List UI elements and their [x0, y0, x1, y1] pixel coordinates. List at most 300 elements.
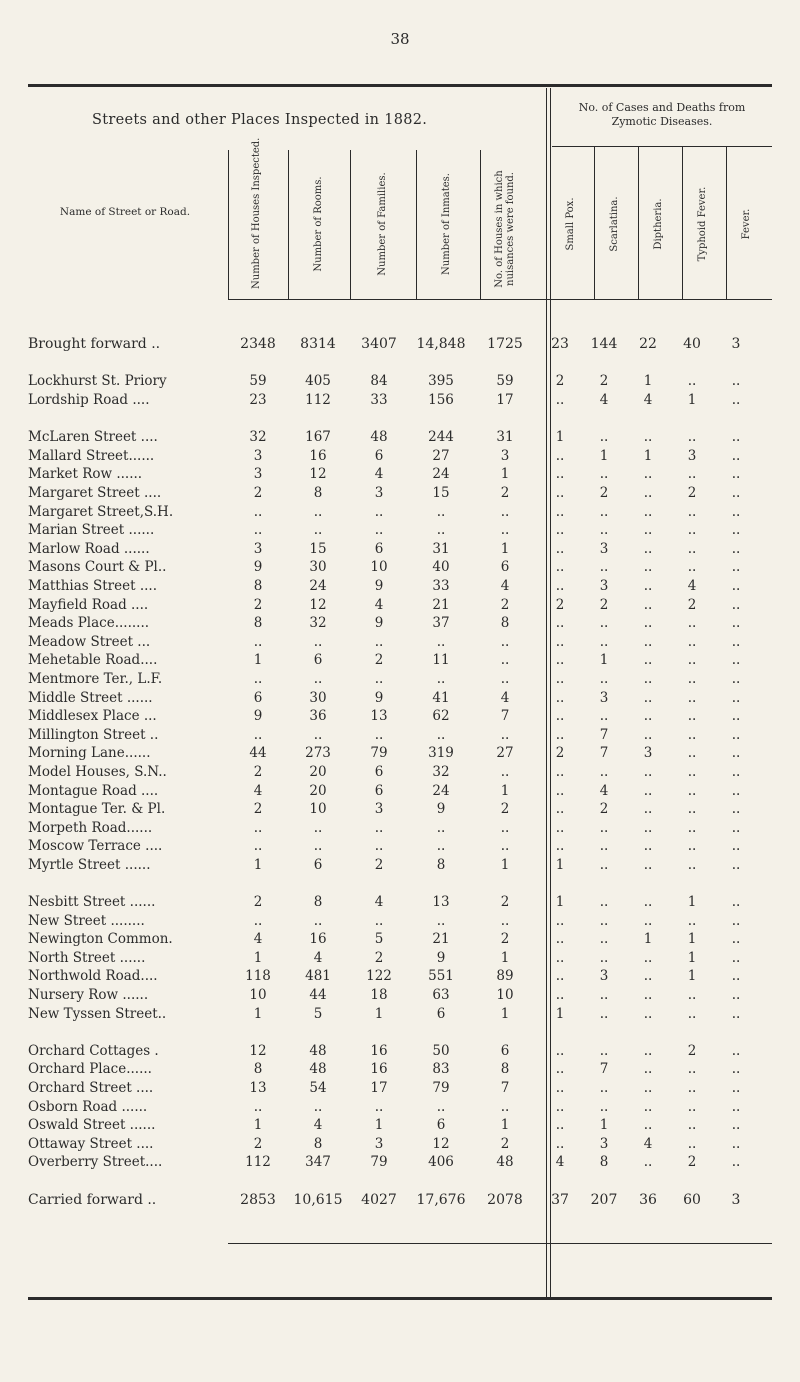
cell-value: 10: [249, 987, 267, 1004]
cell-value: 79: [370, 745, 388, 762]
cell-value: 6: [374, 782, 384, 799]
cell-value: ..: [643, 522, 653, 539]
cell-value: ..: [731, 615, 741, 632]
inspection-table: [28, 335, 758, 1209]
cell-value: ..: [731, 429, 741, 446]
cell-value: 2: [687, 485, 697, 502]
cell-value: ..: [687, 912, 697, 929]
column-header: Typhoid Fever.: [697, 186, 708, 262]
cell-value: 1: [687, 894, 697, 911]
street-name: McLaren Street ....: [28, 429, 158, 446]
column-divider: [480, 150, 481, 300]
spacer-cell: [28, 1023, 758, 1042]
cell-value: ..: [687, 559, 697, 576]
cell-value: 4: [313, 1117, 323, 1134]
cell-value: 30: [309, 689, 327, 706]
cell-value: ..: [731, 1098, 741, 1115]
page-number: 38: [390, 30, 410, 48]
cell-value: 2: [687, 596, 697, 613]
table-row: [28, 670, 758, 689]
cell-value: 6: [313, 652, 323, 669]
cell-value: 20: [309, 782, 327, 799]
right-header-rule: [552, 146, 772, 147]
spacer-cell: [28, 409, 758, 428]
cell-value: 6: [313, 856, 323, 873]
cell-value: ..: [374, 838, 384, 855]
totals-rule: [228, 1243, 772, 1244]
table-row: [28, 781, 758, 800]
cell-value: 8: [313, 1135, 323, 1152]
cell-value: ..: [643, 1061, 653, 1078]
cell-value: 4027: [361, 1191, 397, 1208]
spacer-cell: [28, 874, 758, 893]
cell-value: 1: [253, 1005, 263, 1022]
cell-value: 2: [687, 1154, 697, 1171]
cell-value: ..: [313, 838, 323, 855]
cell-value: ..: [731, 485, 741, 502]
cell-value: 41: [432, 689, 450, 706]
cell-value: ..: [687, 1005, 697, 1022]
cell-value: ..: [313, 670, 323, 687]
cell-value: ..: [731, 968, 741, 985]
column-divider: [726, 146, 727, 300]
cell-value: 1: [500, 782, 510, 799]
cell-value: 4: [500, 689, 510, 706]
cell-value: ..: [731, 1061, 741, 1078]
cell-value: 7: [599, 1061, 609, 1078]
cell-value: 6: [253, 689, 263, 706]
cell-value: ..: [599, 931, 609, 948]
cell-value: ..: [731, 522, 741, 539]
cell-value: 15: [309, 540, 327, 557]
cell-value: 207: [590, 1191, 618, 1208]
cell-value: 551: [428, 968, 454, 985]
cell-value: ..: [731, 931, 741, 948]
cell-value: ..: [313, 819, 323, 836]
cell-value: 8: [253, 615, 263, 632]
spacer-row: [28, 409, 758, 428]
cell-value: 3: [599, 540, 609, 557]
table-row: [28, 949, 758, 968]
cell-value: ..: [555, 1080, 565, 1097]
cell-value: 36: [309, 708, 327, 725]
table-row: [28, 967, 758, 986]
cell-value: ..: [731, 912, 741, 929]
cell-value: ..: [555, 485, 565, 502]
street-name: Matthias Street ....: [28, 578, 157, 595]
column-divider: [682, 146, 683, 300]
cell-value: ..: [731, 1135, 741, 1152]
cell-value: 4: [313, 949, 323, 966]
table-row: [28, 1042, 758, 1061]
cell-value: 9: [253, 559, 263, 576]
cell-value: 2: [500, 596, 510, 613]
cell-value: 3: [374, 1135, 384, 1152]
cell-value: 7: [500, 708, 510, 725]
street-name: Millington Street ..: [28, 726, 159, 743]
cell-value: ..: [599, 1098, 609, 1115]
cell-value: 405: [305, 373, 331, 390]
cell-value: 1: [253, 652, 263, 669]
cell-value: ..: [599, 912, 609, 929]
cell-value: 4: [374, 894, 384, 911]
cell-value: ..: [731, 447, 741, 464]
cell-value: 27: [496, 745, 514, 762]
table-row: [28, 818, 758, 837]
cell-value: ..: [599, 633, 609, 650]
cell-value: ..: [643, 912, 653, 929]
cell-value: ..: [731, 503, 741, 520]
street-name: Mallard Street......: [28, 447, 155, 464]
cell-value: ..: [643, 485, 653, 502]
header-bottom-rule-left: [40, 299, 80, 300]
cell-value: 1: [500, 856, 510, 873]
cell-value: 16: [309, 931, 327, 948]
cell-value: 9: [436, 801, 446, 818]
cell-value: 1: [555, 429, 565, 446]
cell-value: ..: [731, 987, 741, 1004]
cell-value: ..: [500, 912, 510, 929]
cell-value: ..: [555, 1061, 565, 1078]
cell-value: ..: [643, 782, 653, 799]
cell-value: 112: [245, 1154, 271, 1171]
cell-value: 8: [313, 894, 323, 911]
cell-value: 1: [253, 856, 263, 873]
table-row: [28, 1060, 758, 1079]
cell-value: 2: [374, 652, 384, 669]
cell-value: ..: [555, 615, 565, 632]
cell-value: 54: [309, 1080, 327, 1097]
cell-value: 2: [500, 485, 510, 502]
cell-value: 2: [253, 894, 263, 911]
column-divider: [594, 146, 595, 300]
cell-value: ..: [687, 745, 697, 762]
cell-value: ..: [687, 615, 697, 632]
cell-value: ..: [374, 1098, 384, 1115]
cell-value: ..: [599, 670, 609, 687]
column-divider: [416, 150, 417, 300]
cell-value: 1: [643, 931, 653, 948]
cell-value: ..: [687, 819, 697, 836]
cell-value: 10: [370, 559, 388, 576]
cell-value: ..: [731, 373, 741, 390]
cell-value: ..: [643, 652, 653, 669]
cell-value: 8: [599, 1154, 609, 1171]
cell-value: 1: [500, 540, 510, 557]
table-row: [28, 521, 758, 540]
cell-value: ..: [555, 670, 565, 687]
cell-value: ..: [555, 540, 565, 557]
cell-value: 156: [428, 392, 454, 409]
cell-value: 6: [500, 559, 510, 576]
table-row: [28, 1116, 758, 1135]
cell-value: ..: [731, 689, 741, 706]
cell-value: ..: [731, 838, 741, 855]
street-name: Carried forward ..: [28, 1191, 157, 1208]
cell-value: 1: [687, 392, 697, 409]
street-name: Orchard Place......: [28, 1061, 152, 1078]
cell-value: ..: [731, 392, 741, 409]
cell-value: ..: [731, 801, 741, 818]
street-name: Marian Street ......: [28, 522, 155, 539]
cell-value: 9: [374, 689, 384, 706]
cell-value: 1: [374, 1005, 384, 1022]
cell-value: ..: [555, 819, 565, 836]
cell-value: ..: [731, 670, 741, 687]
spacer-row: [28, 1023, 758, 1042]
cell-value: ..: [500, 838, 510, 855]
cell-value: ..: [731, 819, 741, 836]
cell-value: ..: [253, 1098, 263, 1115]
cell-value: 2: [599, 485, 609, 502]
spacer-cell: [28, 354, 758, 373]
cell-value: 13: [432, 894, 450, 911]
cell-value: 1: [555, 1005, 565, 1022]
cell-value: ..: [687, 726, 697, 743]
table-row: [28, 391, 758, 410]
cell-value: 3: [374, 801, 384, 818]
cell-value: 31: [432, 540, 450, 557]
street-name: Marlow Road ......: [28, 540, 150, 557]
street-name: Ottaway Street ....: [28, 1135, 154, 1152]
table-row: [28, 614, 758, 633]
table-row: [28, 986, 758, 1005]
cell-value: 4: [599, 782, 609, 799]
cell-value: 40: [683, 336, 701, 353]
cell-value: ..: [599, 615, 609, 632]
street-name: New Tyssen Street..: [28, 1005, 167, 1022]
cell-value: ..: [687, 1098, 697, 1115]
column-divider: [288, 150, 289, 300]
cell-value: ..: [599, 708, 609, 725]
cell-value: ..: [555, 1117, 565, 1134]
cell-value: 16: [309, 447, 327, 464]
spacer-row: [28, 1172, 758, 1191]
cell-value: 2: [599, 801, 609, 818]
cell-value: 37: [432, 615, 450, 632]
cell-value: 22: [639, 336, 657, 353]
cell-value: 50: [432, 1042, 450, 1059]
street-name: Osborn Road ......: [28, 1098, 148, 1115]
cell-value: 7: [500, 1080, 510, 1097]
street-name: Middle Street ......: [28, 689, 153, 706]
table-row: [28, 1135, 758, 1154]
cell-value: ..: [500, 522, 510, 539]
cell-value: ..: [731, 1005, 741, 1022]
cell-value: ..: [643, 894, 653, 911]
cell-value: 2: [253, 801, 263, 818]
cell-value: ..: [643, 429, 653, 446]
cell-value: ..: [555, 931, 565, 948]
cell-value: 8: [500, 615, 510, 632]
bottom-rule: [28, 1297, 772, 1300]
cell-value: ..: [731, 726, 741, 743]
cell-value: ..: [500, 633, 510, 650]
cell-value: 2: [374, 949, 384, 966]
cell-value: 4: [687, 578, 697, 595]
cell-value: 8: [436, 856, 446, 873]
cell-value: ..: [731, 596, 741, 613]
cell-value: 10,615: [293, 1191, 343, 1208]
column-header: Number of Rooms.: [313, 176, 324, 272]
street-name: Nesbitt Street ......: [28, 894, 156, 911]
table-row: [28, 577, 758, 596]
cell-value: ..: [643, 1098, 653, 1115]
cell-value: 6: [374, 447, 384, 464]
cell-value: ..: [555, 392, 565, 409]
cell-value: 15: [432, 485, 450, 502]
cell-value: ..: [313, 522, 323, 539]
cell-value: 48: [309, 1042, 327, 1059]
cell-value: 83: [432, 1061, 450, 1078]
cell-value: 23: [551, 336, 569, 353]
cell-value: ..: [687, 838, 697, 855]
cell-value: 9: [253, 708, 263, 725]
cell-value: ..: [555, 987, 565, 1004]
cell-value: ..: [643, 1154, 653, 1171]
cell-value: ..: [436, 670, 446, 687]
cell-value: 11: [432, 652, 450, 669]
cell-value: ..: [687, 1117, 697, 1134]
cell-value: ..: [643, 1042, 653, 1059]
cell-value: 1: [555, 894, 565, 911]
cell-value: 2: [253, 1135, 263, 1152]
table-row: [28, 725, 758, 744]
cell-value: 4: [643, 1135, 653, 1152]
cell-value: 60: [683, 1191, 701, 1208]
cell-value: 118: [245, 968, 271, 985]
street-name: Middlesex Place ...: [28, 708, 157, 725]
cell-value: ..: [643, 615, 653, 632]
cell-value: ..: [374, 819, 384, 836]
cell-value: ..: [643, 540, 653, 557]
cell-value: 244: [428, 429, 454, 446]
cell-value: ..: [599, 987, 609, 1004]
cell-value: 18: [370, 987, 388, 1004]
cell-value: ..: [731, 540, 741, 557]
table-row: [28, 763, 758, 782]
cell-value: ..: [643, 949, 653, 966]
cell-value: ..: [253, 633, 263, 650]
cell-value: 8: [253, 1061, 263, 1078]
section-title-right: No. of Cases and Deaths from Zymotic Diseases.: [578, 101, 746, 128]
column-header: Number of Houses Inspected.: [251, 137, 262, 289]
cell-value: ..: [374, 912, 384, 929]
street-name: Montague Road ....: [28, 782, 159, 799]
cell-value: ..: [687, 652, 697, 669]
cell-value: 12: [309, 596, 327, 613]
cell-value: ..: [253, 522, 263, 539]
cell-value: 6: [374, 540, 384, 557]
column-header: No. of Houses in which nuisances were found.: [494, 170, 516, 288]
cell-value: ..: [555, 466, 565, 483]
top-rule: [28, 84, 772, 87]
table-row: [28, 447, 758, 466]
column-header: Number of Families.: [377, 172, 388, 276]
cell-value: ..: [731, 763, 741, 780]
cell-value: ..: [555, 689, 565, 706]
cell-value: 20: [309, 763, 327, 780]
cell-value: ..: [687, 763, 697, 780]
street-name: Margaret Street,S.H.: [28, 503, 174, 520]
cell-value: 17: [370, 1080, 388, 1097]
cell-value: 2: [555, 745, 565, 762]
cell-value: ..: [374, 503, 384, 520]
table-row: [28, 1153, 758, 1172]
cell-value: 3: [731, 336, 741, 353]
cell-value: ..: [643, 726, 653, 743]
cell-value: ..: [436, 912, 446, 929]
street-name: Brought forward ..: [28, 336, 161, 353]
column-header: Scarlatina.: [609, 196, 620, 252]
cell-value: ..: [555, 968, 565, 985]
cell-value: 4: [500, 578, 510, 595]
cell-value: 1: [253, 949, 263, 966]
cell-value: 24: [309, 578, 327, 595]
cell-value: 1725: [487, 336, 523, 353]
cell-value: 12: [249, 1042, 267, 1059]
cell-value: 36: [639, 1191, 657, 1208]
street-name: Montague Ter. & Pl.: [28, 801, 166, 818]
cell-value: 2: [500, 1135, 510, 1152]
cell-value: 2: [500, 931, 510, 948]
cell-value: 40: [432, 559, 450, 576]
section-title-left: Streets and other Places Inspected in 1882.: [92, 112, 428, 128]
cell-value: 1: [500, 466, 510, 483]
cell-value: 63: [432, 987, 450, 1004]
street-name: Morning Lane......: [28, 745, 151, 762]
cell-value: ..: [555, 633, 565, 650]
cell-value: 481: [305, 968, 331, 985]
cell-value: ..: [687, 503, 697, 520]
cell-value: 32: [309, 615, 327, 632]
cell-value: ..: [253, 912, 263, 929]
cell-value: ..: [500, 670, 510, 687]
cell-value: 395: [428, 373, 454, 390]
cell-value: ..: [599, 1005, 609, 1022]
carried-forward-row: [28, 1190, 758, 1209]
cell-value: ..: [313, 633, 323, 650]
table-row: [28, 744, 758, 763]
cell-value: 59: [496, 373, 514, 390]
cell-value: 167: [305, 429, 331, 446]
cell-value: 32: [249, 429, 267, 446]
column-header: Diptheria.: [653, 198, 664, 250]
cell-value: 3: [374, 485, 384, 502]
street-name: Lordship Road ....: [28, 392, 150, 409]
table-row: [28, 930, 758, 949]
cell-value: 1: [374, 1117, 384, 1134]
street-name: Mentmore Ter., L.F.: [28, 670, 163, 687]
cell-value: ..: [555, 782, 565, 799]
cell-value: ..: [731, 466, 741, 483]
cell-value: 12: [309, 466, 327, 483]
cell-value: 2348: [240, 336, 276, 353]
cell-value: ..: [731, 1154, 741, 1171]
cell-value: ..: [555, 912, 565, 929]
cell-value: 1: [687, 949, 697, 966]
cell-value: 1: [555, 856, 565, 873]
cell-value: 10: [496, 987, 514, 1004]
cell-value: 1: [687, 931, 697, 948]
cell-value: 48: [496, 1154, 514, 1171]
table-row: [28, 893, 758, 912]
cell-value: 4: [374, 596, 384, 613]
street-name: Mayfield Road ....: [28, 596, 149, 613]
cell-value: ..: [643, 801, 653, 818]
cell-value: 1: [687, 968, 697, 985]
table-row: [28, 372, 758, 391]
